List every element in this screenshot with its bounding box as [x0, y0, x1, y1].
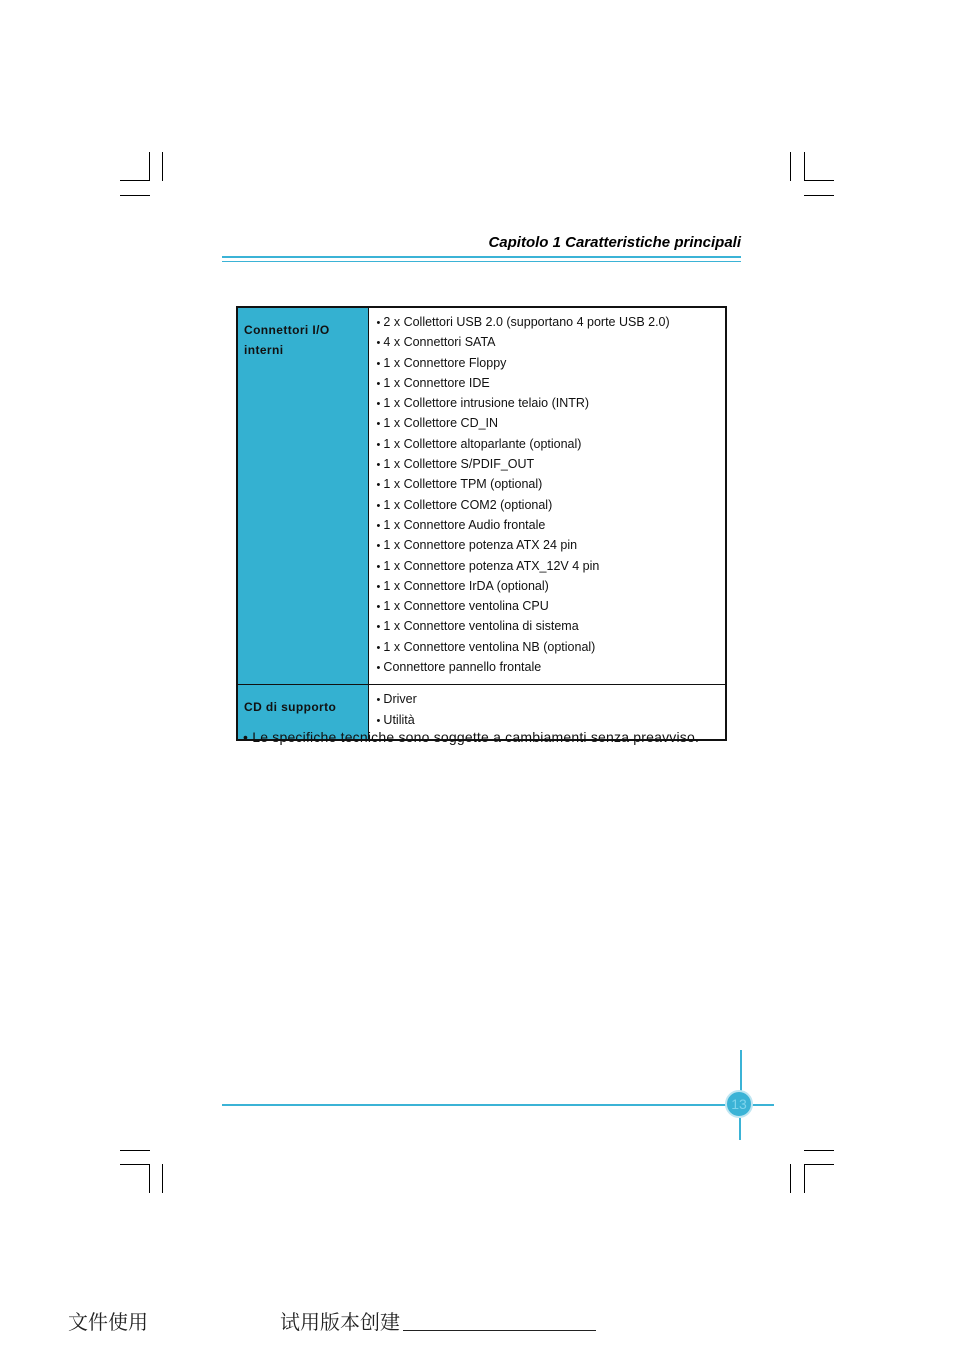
list-item: • 2 x Collettori USB 2.0 (supportano 4 porte USB 2.0) [377, 313, 720, 333]
crop-mark [120, 180, 150, 181]
watermark-right: 试用版本创建 [280, 1310, 400, 1334]
crop-mark [120, 1150, 150, 1151]
table-row [237, 307, 726, 685]
crop-mark [804, 195, 834, 196]
watermark-underline [403, 1330, 596, 1331]
list-item: • Utilità [377, 711, 720, 731]
list-item: • 1 x Connettore ventolina di sistema [377, 617, 720, 637]
crop-mark [804, 1164, 805, 1193]
list-item: • 1 x Collettore CD_IN [377, 414, 720, 434]
row-items [368, 307, 726, 685]
list-item: • 1 x Connettore Floppy [377, 354, 720, 374]
list-item: • 1 x Connettore IDE [377, 374, 720, 394]
list-item: • 1 x Connettore Audio frontale [377, 516, 720, 536]
list-item: • 1 x Connettore potenza ATX 24 pin [377, 536, 720, 556]
header-rule [222, 256, 741, 258]
header-rule [222, 261, 741, 262]
crop-mark [804, 1150, 834, 1151]
list-item: • Connettore pannello frontale [377, 658, 720, 678]
list-item: • 1 x Collettore S/PDIF_OUT [377, 455, 720, 475]
list-item: • 1 x Connettore potenza ATX_12V 4 pin [377, 557, 720, 577]
list-item: • 1 x Connettore ventolina CPU [377, 597, 720, 617]
crop-mark [149, 152, 150, 181]
footer-rule [739, 1118, 741, 1140]
list-item: • 1 x Collettore COM2 (optional) [377, 496, 720, 516]
list-item: • 4 x Connettori SATA [377, 333, 720, 353]
crop-mark [790, 152, 791, 181]
list-item: • 1 x Connettore ventolina NB (optional) [377, 638, 720, 658]
footer-rule [222, 1104, 774, 1106]
list-item: • 1 x Collettore TPM (optional) [377, 475, 720, 495]
crop-mark [149, 1164, 150, 1193]
list-item: • Driver [377, 690, 720, 710]
footnote: • Le specifiche tecniche sono soggette a cambiamenti senza preavviso. [243, 729, 699, 745]
row-label: Connettori I/O interni [237, 307, 368, 685]
crop-mark [162, 1164, 163, 1193]
crop-mark [790, 1164, 791, 1193]
footer-rule [740, 1050, 742, 1092]
chapter-title: Capitolo 1 Caratteristiche principali [488, 234, 741, 251]
crop-mark [120, 195, 150, 196]
list-item: • 1 x Collettore altoparlante (optional) [377, 435, 720, 455]
watermark-left: 文件使用 [68, 1310, 148, 1334]
crop-mark [804, 180, 834, 181]
page-number: 13 [725, 1090, 753, 1118]
crop-mark [804, 152, 805, 181]
crop-mark [804, 1164, 834, 1165]
list-item: • 1 x Connettore IrDA (optional) [377, 577, 720, 597]
row-label: CD di supporto [237, 685, 368, 740]
spec-table [236, 306, 727, 741]
crop-mark [120, 1164, 150, 1165]
crop-mark [162, 152, 163, 181]
list-item: • 1 x Collettore intrusione telaio (INTR) [377, 394, 720, 414]
